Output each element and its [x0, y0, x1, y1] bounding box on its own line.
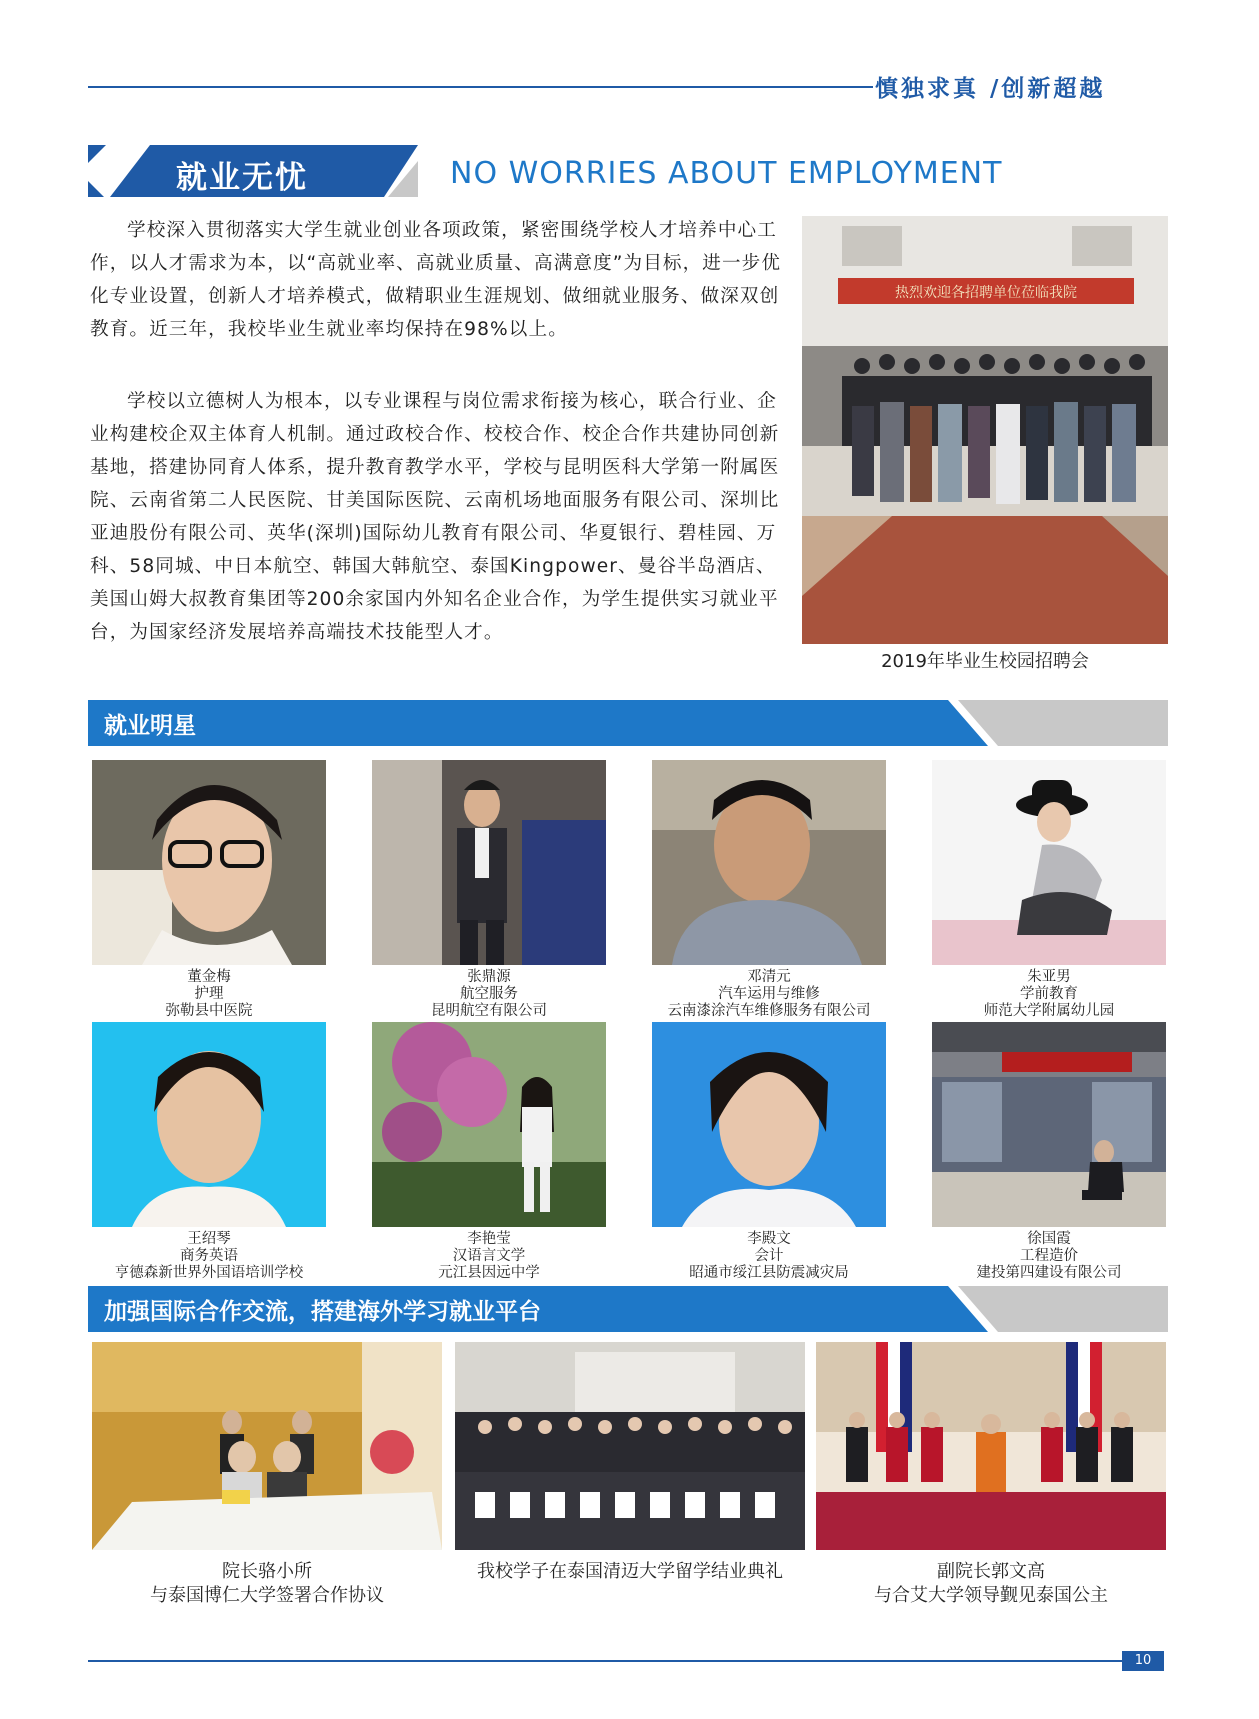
signing-caption [92, 1560, 442, 1608]
section-title-en: NO WORRIES ABOUT EMPLOYMENT [450, 156, 1003, 191]
job-fair-caption: 2019年毕业生校园招聘会 [881, 651, 1089, 672]
intro-paragraph-1: 学校深入贯彻落实大学生就业创业各项政策，紧密围绕学校人才培养中心工作，以人才需求为本，以“高就业率、高就业质量、高满意度”为目标，进一步优化专业设置，创新人才培养模式，做精职业生涯规划、做细就业服务、做深双创教育。近三年，我校毕业生就业率均保持在98%以上。 [90, 220, 782, 340]
caption-line: 与泰国博仁大学签署合作协议 [150, 1585, 384, 1606]
star-photo [932, 760, 1166, 965]
signing-photo [92, 1342, 442, 1550]
header-rule [88, 86, 873, 88]
star-caption [642, 969, 896, 1020]
star-photo [932, 1022, 1166, 1227]
footer-rule [88, 1660, 1133, 1662]
graduation-photo [455, 1342, 805, 1550]
star-major: 汽车运用与维修 [718, 986, 820, 1002]
section-title-cn: 就业无忧 [176, 160, 308, 196]
star-major: 汉语言文学 [452, 1248, 526, 1264]
star-name: 董金梅 [187, 969, 231, 985]
page-number: 10 [1122, 1651, 1164, 1671]
star-employer: 师范大学附属幼儿园 [983, 1003, 1115, 1019]
star-caption [372, 969, 606, 1020]
star-employer: 弥勒县中医院 [165, 1003, 253, 1019]
section-title-stars: 就业明星 [104, 713, 196, 739]
section-title-international: 加强国际合作交流，搭建海外学习就业平台 [104, 1299, 541, 1325]
star-caption [92, 969, 326, 1020]
star-photo [652, 760, 886, 965]
svg-text:热烈欢迎各招聘单位莅临我院: 热烈欢迎各招聘单位莅临我院 [895, 285, 1077, 301]
star-major: 护理 [194, 986, 224, 1002]
caption-line: 副院长郭文高 [937, 1561, 1045, 1582]
job-fair-photo [802, 216, 1168, 644]
star-name: 朱亚男 [1027, 969, 1071, 985]
star-photo [92, 1022, 326, 1227]
royal-audience-photo [816, 1342, 1166, 1550]
star-caption [652, 1231, 886, 1282]
star-major: 学前教育 [1020, 986, 1078, 1002]
school-motto: 慎独求真 /创新超越 [875, 76, 1106, 102]
star-caption [82, 1231, 336, 1282]
star-major: 商务英语 [180, 1248, 238, 1264]
caption-line: 院长骆小所 [222, 1561, 312, 1582]
star-employer: 亨德森新世界外国语培训学校 [114, 1265, 304, 1281]
star-name: 李殿文 [747, 1231, 791, 1247]
star-major: 航空服务 [460, 986, 518, 1002]
caption-line: 我校学子在泰国清迈大学留学结业典礼 [477, 1561, 783, 1582]
star-photo [372, 1022, 606, 1227]
star-name: 徐国霞 [1027, 1231, 1071, 1247]
star-caption [372, 1231, 606, 1282]
star-employer: 元江县因远中学 [438, 1265, 540, 1281]
star-photo [652, 1022, 886, 1227]
star-employer: 昆明航空有限公司 [431, 1003, 547, 1019]
intro-paragraph-2: 学校以立德树人为根本，以专业课程与岗位需求衔接为核心，联合行业、企业构建校企双主体育人机制。通过政校合作、校校合作、校企合作共建协同创新基地，搭建协同育人体系，提升教育教学水平，学校与昆明医科大学第一附属医院、云南省第二人民医院、甘美国际医院、云南机场地面服务有限公司、深圳比亚迪股份有限公司、英华(深圳)国际幼儿教育有限公司、华夏银行、碧桂园、万科、58同城、中日本航空、韩国大韩航空、泰国Kingpower、曼谷半岛酒店、美国山姆大叔教育集团等200余家国内外知名企业合作，为学生提供实习就业平台，为国家经济发展培养高端技术技能型人才。 [90, 391, 780, 643]
star-major: 会计 [754, 1248, 784, 1264]
section-bar-stars [88, 700, 1168, 746]
star-name: 邓清元 [747, 969, 791, 985]
star-name: 李艳莹 [467, 1231, 511, 1247]
star-employer: 昭通市绥江县防震减灾局 [689, 1265, 849, 1281]
star-employer: 云南漆涂汽车维修服务有限公司 [667, 1003, 871, 1019]
caption-line: 与合艾大学领导觐见泰国公主 [874, 1585, 1108, 1606]
star-major: 工程造价 [1020, 1248, 1078, 1264]
star-photo [92, 760, 326, 965]
star-employer: 建投第四建设有限公司 [976, 1265, 1122, 1281]
star-name: 王绍琴 [187, 1231, 231, 1247]
star-photo [372, 760, 606, 965]
star-caption [932, 1231, 1166, 1282]
graduation-caption [440, 1560, 820, 1584]
royal-audience-caption [816, 1560, 1166, 1608]
star-name: 张鼎源 [467, 969, 511, 985]
star-caption [932, 969, 1166, 1020]
